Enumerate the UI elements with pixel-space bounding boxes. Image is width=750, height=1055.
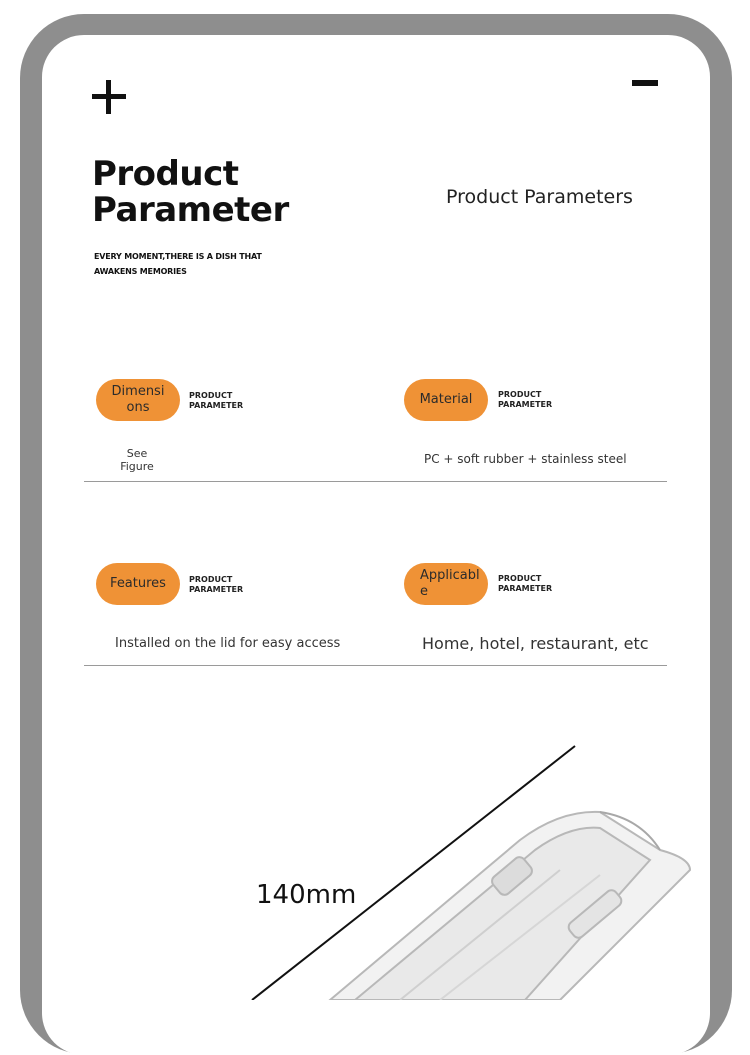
title-line-2: Parameter: [92, 190, 289, 230]
title-line-1: Product: [92, 154, 239, 194]
material-tag: [498, 390, 568, 410]
features-tag: [189, 575, 259, 595]
material-tag-line-1: PRODUCT: [498, 390, 542, 399]
minus-icon: [632, 80, 658, 86]
divider: [84, 481, 667, 482]
dimensions-tag-line-1: PRODUCT: [189, 391, 233, 400]
applicable-tag-line-2: PARAMETER: [498, 584, 553, 593]
material-badge: Material: [404, 379, 488, 421]
product-image: [0, 700, 750, 1000]
dimensions-value: [112, 447, 162, 473]
applicable-tag: [498, 574, 568, 594]
dimensions-badge: [96, 379, 180, 421]
product-body: [330, 812, 690, 1000]
section-heading: Product Parameters: [446, 186, 633, 208]
material-value: PC + soft rubber + stainless steel: [424, 452, 627, 466]
material-tag-line-2: PARAMETER: [498, 400, 553, 409]
divider: [84, 665, 667, 666]
dimensions-tag-line-2: PARAMETER: [189, 401, 244, 410]
applicable-value: Home, hotel, restaurant, etc: [422, 634, 649, 653]
features-tag-line-2: PARAMETER: [189, 585, 244, 594]
features-badge: Features: [96, 563, 180, 605]
tagline-line-2: AWAKENS MEMORIES: [94, 267, 187, 276]
applicable-label-line-2: e: [420, 584, 428, 599]
features-tag-line-1: PRODUCT: [189, 575, 233, 584]
dimensions-label-line-2: ons: [126, 400, 150, 415]
features-value: Installed on the lid for easy access: [115, 636, 341, 651]
tagline-line-1: EVERY MOMENT,THERE IS A DISH THAT: [94, 252, 262, 261]
dimensions-value-line-2: Figure: [120, 460, 154, 473]
measurement-label: 140mm: [256, 880, 357, 910]
dimensions-tag: [189, 391, 259, 411]
tagline: [94, 249, 284, 279]
applicable-label-line-1: Applicabl: [420, 568, 480, 583]
dimensions-label-line-1: Dimensi: [111, 384, 165, 399]
applicable-tag-line-1: PRODUCT: [498, 574, 542, 583]
dimensions-value-line-1: See: [126, 447, 148, 460]
applicable-badge: [404, 563, 488, 605]
page-title: [92, 156, 392, 228]
plus-icon: [92, 80, 126, 114]
